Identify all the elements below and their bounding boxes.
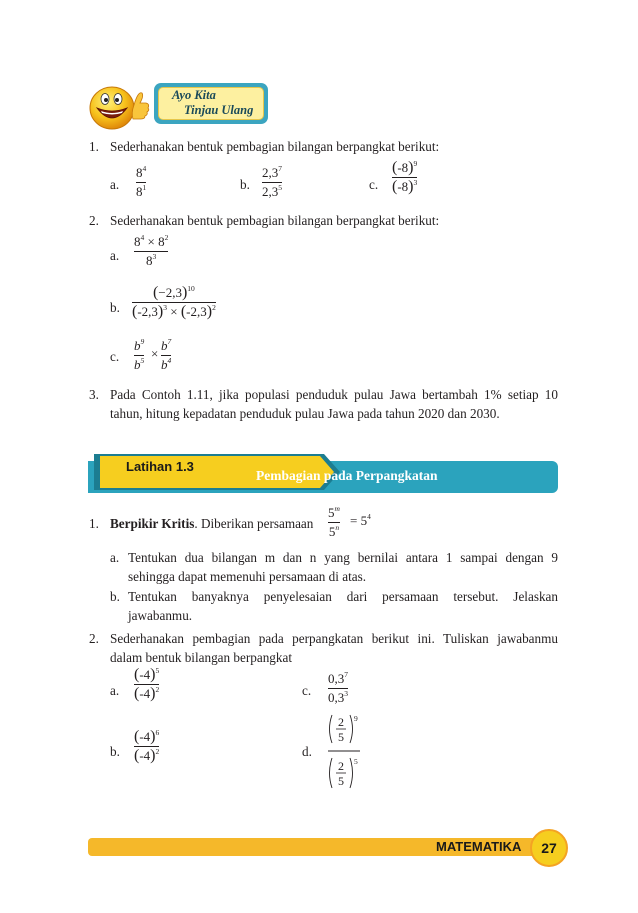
- q2a-fraction: $8^4 \times 8^2$ $8^3$: [134, 233, 169, 268]
- p1-text: . Diberikan persamaan: [194, 516, 314, 531]
- q1a-label: a.: [110, 177, 120, 192]
- footer-subject: MATEMATIKA: [436, 839, 522, 854]
- exercise-title: Pembagian pada Perpangkatan: [256, 468, 438, 483]
- q2a-label: a.: [110, 248, 120, 263]
- svg-text:5: 5: [338, 730, 344, 744]
- svg-text:2: 2: [338, 759, 344, 773]
- q2c-fraction-2: $b^7$ $b^4$: [161, 337, 172, 372]
- svg-text:2: 2: [338, 715, 344, 729]
- p2a-label: a.: [110, 683, 120, 698]
- p1-intro: [110, 514, 313, 533]
- q2-text: Sederhanakan bentuk pembagian bilangan berpangkat berikut:: [110, 213, 440, 228]
- svg-text:5: 5: [354, 757, 358, 766]
- p2-line1: Sederhanakan pembagian pada perpangkatan berikut ini. Tuliskan jawabanmu: [110, 631, 558, 646]
- p2b-fraction: $(-4)^6$ $(-4)^2$: [134, 728, 160, 764]
- p2a-fraction: $(-4)^5$ $(-4)^2$: [134, 666, 160, 702]
- q1-number: 1.: [89, 139, 99, 154]
- p1b-line2: jawabanmu.: [128, 608, 193, 623]
- p2d-label: d.: [302, 744, 312, 759]
- p2-number: 2.: [89, 631, 99, 646]
- q1c-label: c.: [369, 177, 379, 192]
- p1b-line1: Tentukan banyaknya penyelesaian dari persamaan tersebut. Jelaskan: [128, 589, 558, 604]
- p1a-line1: Tentukan dua bilangan m dan n yang bernilai antara 1 sampai dengan 9: [128, 550, 558, 565]
- p2b-label: b.: [110, 744, 120, 759]
- p2d-fraction: [326, 712, 362, 792]
- exercise-banner: [88, 451, 558, 493]
- q1-text: Sederhanakan bentuk pembagian bilangan berpangkat berikut:: [110, 139, 440, 154]
- q2b-label: b.: [110, 300, 120, 315]
- q2-number: 2.: [89, 213, 99, 228]
- q3-line1: Pada Contoh 1.11, jika populasi penduduk pulau Jawa bertambah 1% setiap 10: [110, 387, 558, 402]
- p1a-line2: sehingga dapat memenuhi persamaan di atas.: [128, 569, 367, 584]
- exercise-label: Latihan 1.3: [126, 459, 194, 474]
- q3-number: 3.: [89, 387, 99, 402]
- review-tag: [154, 83, 268, 124]
- p1-equation-rhs: = $5^4$: [350, 512, 371, 528]
- p1-bold: Berpikir Kritis: [110, 516, 195, 531]
- p1-equation: 5$^m$ 5$^n$: [328, 504, 340, 539]
- review-tag-line2: Tinjau Ulang: [184, 103, 254, 117]
- q2c-times: ×: [151, 346, 159, 361]
- q1b-label: b.: [240, 177, 250, 192]
- p1a-label: a.: [110, 550, 120, 565]
- p2-line2: dalam bentuk bilangan berpangkat: [110, 650, 292, 665]
- p1b-label: b.: [110, 589, 120, 604]
- p2c-label: c.: [302, 683, 312, 698]
- svg-text:5: 5: [338, 774, 344, 788]
- q1b-fraction: $2,3^7$ $2,3^5$: [262, 164, 282, 199]
- svg-text:9: 9: [354, 714, 358, 723]
- smiley-emoji-icon: [88, 83, 150, 131]
- q2c-label: c.: [110, 349, 120, 364]
- q2c-fraction-1: $b^9$ $b^5$: [134, 337, 145, 372]
- p2c-fraction: $0,3^7$ $0,3^3$: [328, 670, 348, 705]
- page-number-badge: [530, 829, 568, 867]
- q1c-fraction: $(-8)^9$ $(-8)^3$: [392, 159, 418, 195]
- q1a-fraction: $8^4$ $8^1$: [136, 164, 147, 199]
- q2b-fraction: $(-2,3)^{10}$ $(-2,3)^3 \times (-2,3)^2$: [132, 284, 216, 320]
- q3-line2: tahun, hitung kepadatan penduduk pulau Jawa pada tahun 2020 dan 2030.: [110, 406, 500, 421]
- page-number: 27: [541, 840, 557, 856]
- review-tag-line1: Ayo Kita: [172, 88, 216, 102]
- p1-number: 1.: [89, 516, 99, 531]
